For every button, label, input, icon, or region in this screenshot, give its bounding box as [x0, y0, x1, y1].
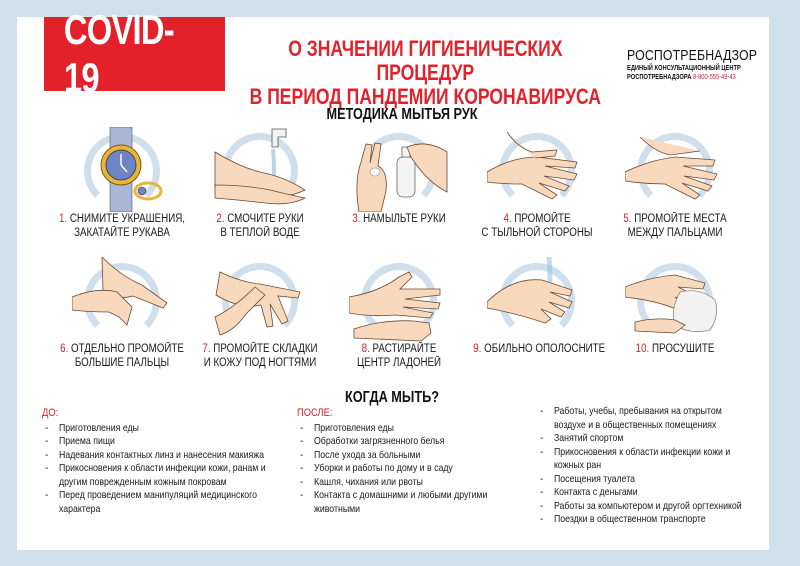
- faucet-hands-icon: [210, 127, 310, 212]
- step-2: 2. СМОЧИТЕ РУКИ В ТЕПЛОЙ ВОДЕ: [185, 127, 335, 240]
- step-3: 3. НАМЫЛЬТЕ РУКИ: [324, 127, 474, 226]
- after-list: [297, 407, 527, 516]
- list-item: - Перед проведением манипуляций медицинского характера: [42, 489, 297, 516]
- list-item: - Надевания контактных линз и нанесения макияжа: [42, 449, 297, 463]
- list-item: - Контакта с деньгами: [537, 486, 777, 500]
- thumbs-icon: [72, 257, 172, 342]
- when-title: КОГДА МЫТЬ?: [345, 389, 439, 406]
- watch-ring-icon: [72, 127, 172, 212]
- title-line-1: О ЗНАЧЕНИИ ГИГИЕНИЧЕСКИХ ПРОЦЕДУР: [288, 36, 563, 85]
- list-item: - После ухода за больными: [297, 449, 527, 463]
- list-item: - Приготовления еды: [297, 422, 527, 436]
- list-item: - Работы, учебы, пребывания на открытом воздухе и в общественных помещениях: [537, 405, 777, 432]
- fingernails-icon: [210, 257, 310, 342]
- title-line-2: В ПЕРИОД ПАНДЕМИИ КОРОНАВИРУСА: [249, 84, 601, 109]
- covid-badge-label: COVID-19: [63, 6, 174, 101]
- organization-name: РОСПОТРЕБНАДЗОР: [627, 47, 758, 64]
- step-6: 6. ОТДЕЛЬНО ПРОМОЙТЕ БОЛЬШИЕ ПАЛЬЦЫ: [47, 257, 197, 370]
- poster: [17, 6, 769, 550]
- back-of-hand-icon: [487, 127, 587, 212]
- consult-center-line: ЕДИНЫЙ КОНСУЛЬТАЦИОННЫЙ ЦЕНТР: [627, 65, 741, 72]
- dry-hands-towel-icon: [625, 257, 725, 342]
- list-item: - Кашля, чихания или рвоты: [297, 476, 527, 490]
- hotline-phone: 8-800-555-49-43: [692, 74, 736, 81]
- step-7: 7. ПРОМОЙТЕ СКЛАДКИ И КОЖУ ПОД НОГТЯМИ: [185, 257, 335, 370]
- step-10: 10. ПРОСУШИТЕ: [600, 257, 750, 356]
- list-item: - Уборки и работы по дому и в саду: [297, 462, 527, 476]
- list-item: - Посещения туалета: [537, 473, 777, 487]
- before-list: [42, 407, 297, 516]
- list-item: - Работы за компьютером и другой оргтехникой: [537, 500, 777, 514]
- soap-dispenser-icon: [349, 127, 449, 212]
- list-item: - Обработки загрязненного белья: [297, 435, 527, 449]
- step-caption: 1. СНИМИТЕ УКРАШЕНИЯ,: [58, 213, 186, 225]
- after-label: ПОСЛЕ:: [297, 407, 333, 419]
- list-item: - Занятий спортом: [537, 432, 777, 446]
- step-9: 9. ОБИЛЬНО ОПОЛОСНИТЕ: [462, 257, 612, 356]
- list-item: - Прикосновения к области инфекции кожи, ранам и другим поврежденным кожным покровам: [42, 462, 297, 489]
- before-label: ДО:: [42, 407, 59, 419]
- after-list-continued: [537, 405, 777, 527]
- step-5: 5. ПРОМОЙТЕ МЕСТА МЕЖДУ ПАЛЬЦАМИ: [600, 127, 750, 240]
- step-8: 8. РАСТИРАЙТЕ ЦЕНТР ЛАДОНЕЙ: [324, 257, 474, 370]
- palm-rub-icon: [349, 257, 449, 342]
- consult-center-org: РОСПОТРЕБНАДЗОРА: [627, 74, 692, 81]
- list-item: - Приема пищи: [42, 435, 297, 449]
- list-item: - Прикосновения к области инфекции кожи и кожных ран: [537, 446, 777, 473]
- step-4: 4. ПРОМОЙТЕ С ТЫЛЬНОЙ СТОРОНЫ: [462, 127, 612, 240]
- list-item: - Приготовления еды: [42, 422, 297, 436]
- step-1: 1. СНИМИТЕ УКРАШЕНИЯ, ЗАКАТАЙТЕ РУКАВА: [47, 127, 197, 240]
- handwash-steps: [17, 17, 769, 397]
- interlaced-fingers-icon: [625, 127, 725, 212]
- list-item: - Поездки в общественном транспорте: [537, 513, 777, 527]
- list-item: - Контакта с домашними и любыми другими животными: [297, 489, 527, 516]
- method-title: МЕТОДИКА МЫТЬЯ РУК: [326, 106, 478, 123]
- rinse-hands-icon: [487, 257, 587, 342]
